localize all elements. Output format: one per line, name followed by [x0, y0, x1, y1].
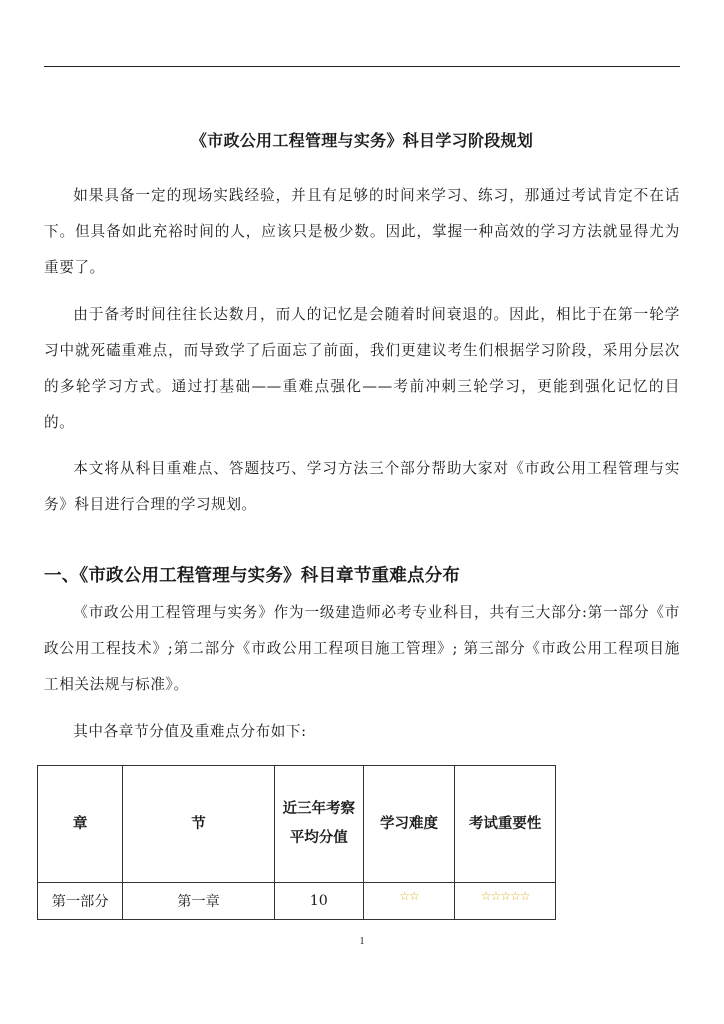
cell-avg-score: 10 [274, 883, 363, 920]
cell-importance [455, 883, 556, 920]
header-rule [44, 66, 680, 67]
header-chapter: 章 [38, 766, 123, 883]
section-heading: 一、《市政公用工程管理与实务》科目章节重难点分布 [44, 566, 461, 586]
cell-difficulty [363, 883, 454, 920]
header-section: 节 [123, 766, 274, 883]
header-avg-score: 近三年考察平均分值 [274, 766, 363, 883]
difficulty-stars-icon: ☆☆ [399, 889, 419, 903]
section-paragraph-1: 《市政公用工程管理与实务》作为一级建造师必考专业科目，共有三大部分:第一部分《市政公用工程技术》;第二部分《市政公用工程项目施工管理》; 第三部分《市政公用工程项目施工相关法规与标准》。 [44, 604, 680, 693]
page-number: 1 [359, 936, 365, 947]
intro-paragraph-2: 由于备考时间往往长达数月，而人的记忆是会随着时间衰退的。因此，相比于在第一轮学习中就死磕重难点，而导致学了后面忘了前面，我们更建议考生们根据学习阶段，采用分层次的多轮学习方式。通过打基础——重难点强化——考前冲刺三轮学习，更能到强化记忆的目的。 [44, 306, 680, 431]
intro-paragraph-3: 本文将从科目重难点、答题技巧、学习方法三个部分帮助大家对《市政公用工程管理与实务》科目进行合理的学习规划。 [44, 460, 680, 513]
table-header-row [38, 766, 556, 883]
header-importance: 考试重要性 [455, 766, 556, 883]
importance-stars-icon: ☆☆☆☆☆ [480, 889, 530, 903]
document-title: 《市政公用工程管理与实务》科目学习阶段规划 [190, 131, 534, 150]
chapter-score-table [37, 765, 556, 920]
cell-chapter: 第一部分 [38, 883, 123, 920]
intro-paragraph-1: 如果具备一定的现场实践经验，并且有足够的时间来学习、练习，那通过考试肯定不在话下。但具备如此充裕时间的人，应该只是极少数。因此，掌握一种高效的学习方法就显得尤为重要了。 [44, 187, 680, 276]
cell-section: 第一章 [123, 883, 274, 920]
section-paragraph-2: 其中各章节分值及重难点分布如下: [73, 723, 307, 740]
header-difficulty: 学习难度 [363, 766, 454, 883]
table-row [38, 883, 556, 920]
